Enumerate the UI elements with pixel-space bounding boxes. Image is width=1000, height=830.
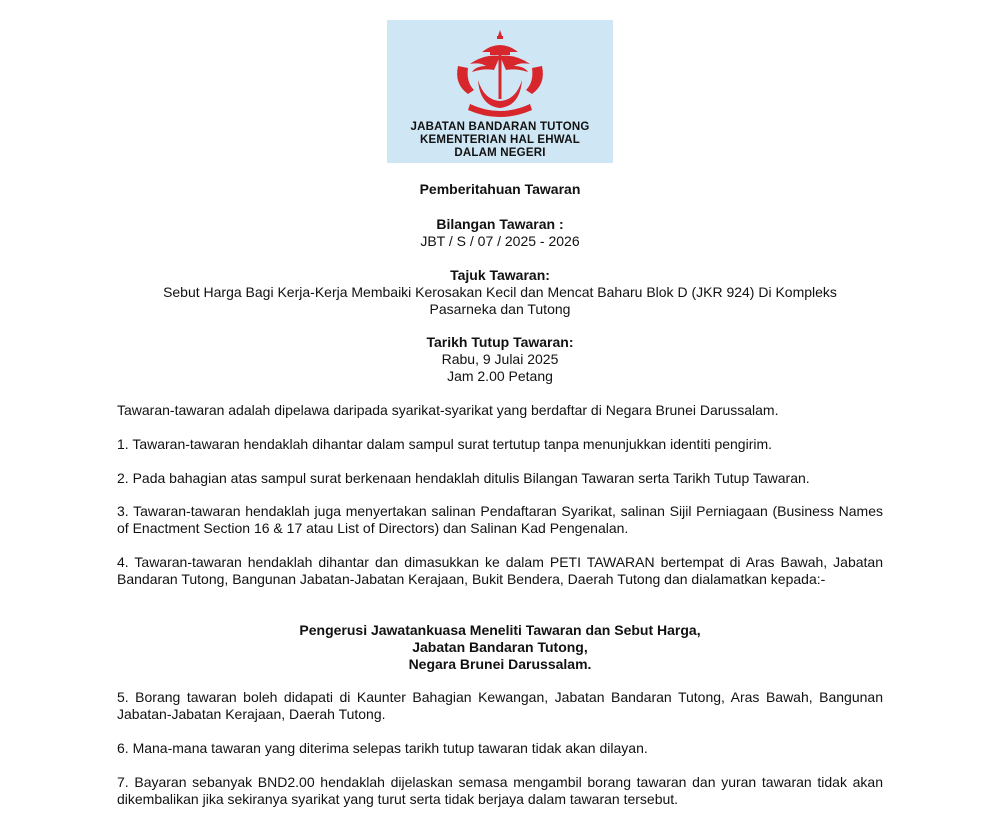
paragraph-7: 7. Bayaran sebanyak BND2.00 hendaklah dijelaskan semasa mengambil borang tawaran dan yuran tawaran tidak akan dikembalikan jika sekiranya syarikat yang turut serta tidak berjaya dalam tawaran tersebut. — [117, 774, 883, 807]
reference-number: JBT / S / 07 / 2025 - 2026 — [420, 233, 580, 249]
logo-line-3: DALAM NEGERI — [454, 147, 546, 159]
notice-heading: Pemberitahuan Tawaran — [419, 181, 581, 197]
department-logo — [387, 20, 613, 163]
paragraph-3: 3. Tawaran-tawaran hendaklah juga menyertakan salinan Pendaftaran Syarikat, salinan Sijil Perniagaan (Business Names of Enactment Section 16 & 17 atau List of Directors) dan Salinan Kad Pengenalan. — [117, 503, 883, 536]
brunei-crest-icon — [450, 28, 550, 120]
address-line-1: Pengerusi Jawatankuasa Meneliti Tawaran dan Sebut Harga, — [299, 622, 701, 638]
paragraph-5: 5. Borang tawaran boleh didapati di Kaunter Bahagian Kewangan, Jabatan Bandaran Tutong, Aras Bawah, Bangunan Jabatan-Jabatan Kerajaan, Daerah Tutong. — [117, 689, 883, 722]
logo-line-2: KEMENTERIAN HAL EHWAL — [420, 134, 580, 146]
address-line-3: Negara Brunei Darussalam. — [408, 656, 592, 672]
closing-time: Jam 2.00 Petang — [447, 368, 553, 384]
paragraph-2: 2. Pada bahagian atas sampul surat berkenaan hendaklah ditulis Bilangan Tawaran serta Tarikh Tutup Tawaran. — [117, 470, 810, 486]
paragraph-6: 6. Mana-mana tawaran yang diterima selepas tarikh tutup tawaran tidak akan dilayan. — [117, 740, 648, 756]
logo-line-1: JABATAN BANDARAN TUTONG — [410, 121, 590, 133]
closing-label: Tarikh Tutup Tawaran: — [426, 334, 574, 350]
title-label: Tajuk Tawaran: — [450, 267, 550, 283]
title-line-2: Pasarneka dan Tutong — [429, 301, 571, 317]
address-line-2: Jabatan Bandaran Tutong, — [412, 639, 588, 655]
intro-paragraph: Tawaran-tawaran adalah dipelawa daripada syarikat-syarikat yang berdaftar di Negara Brunei Darussalam. — [117, 402, 779, 418]
paragraph-1: 1. Tawaran-tawaran hendaklah dihantar dalam sampul surat tertutup tanpa menunjukkan identiti pengirim. — [117, 436, 773, 452]
title-line-1: Sebut Harga Bagi Kerja-Kerja Membaiki Kerosakan Kecil dan Mencat Baharu Blok D (JKR 924) Di Kompleks — [163, 284, 837, 300]
paragraph-4: 4. Tawaran-tawaran hendaklah dihantar dan dimasukkan ke dalam PETI TAWARAN bertempat di Aras Bawah, Jabatan Bandaran Tutong, Bangunan Jabatan-Jabatan Kerajaan, Bukit Bendera, Daerah Tutong dan dialamatkan kepada:- — [117, 554, 883, 587]
closing-date: Rabu, 9 Julai 2025 — [441, 351, 559, 367]
reference-label: Bilangan Tawaran : — [436, 216, 564, 232]
